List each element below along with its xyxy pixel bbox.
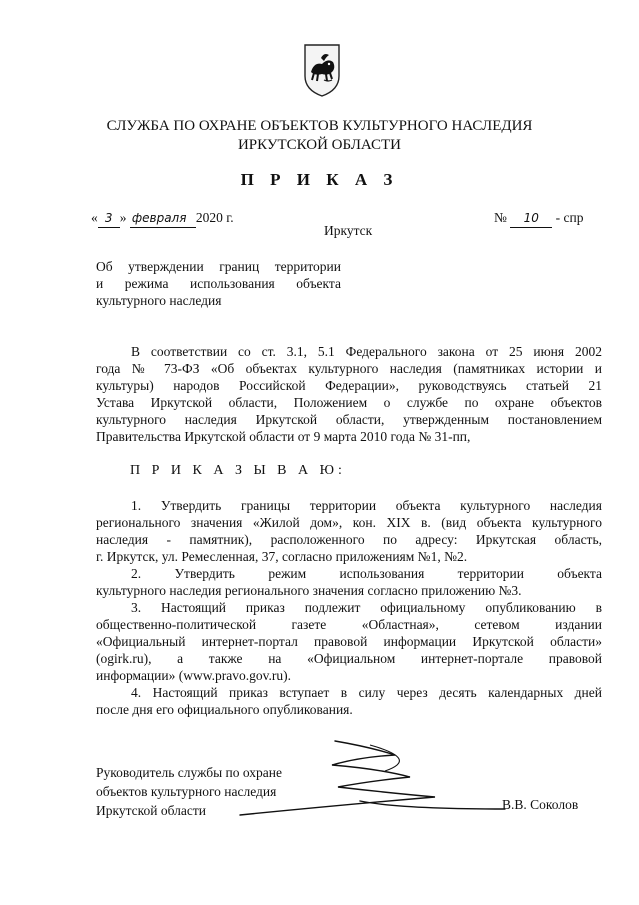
number-suffix: - спр xyxy=(555,210,584,225)
order-item-2 xyxy=(96,565,602,599)
preamble-line: Правительства Иркутской области от 9 марта 2010 года № 31-пп, xyxy=(96,429,471,444)
signatory-name: В.В. Соколов xyxy=(502,797,579,812)
date-year: 2020 г. xyxy=(195,210,234,225)
date-open-quote: « xyxy=(91,210,98,225)
item-line: информации» (www.pravo.gov.ru). xyxy=(96,668,291,683)
item-line: регионального значения «Жилой дом», кон. XIX в. (вид объекта культурного xyxy=(96,515,602,530)
organization-name-line2: ИРКУТСКОЙ ОБЛАСТИ xyxy=(237,137,402,153)
document-title: П Р И К А З xyxy=(240,170,399,189)
preamble-paragraph xyxy=(96,343,602,445)
preamble-line: В соответствии со ст. 3.1, 5.1 Федерального закона от 25 июня 2002 xyxy=(131,344,602,359)
position-line: объектов культурного наследия xyxy=(96,784,277,799)
date-month: февраля xyxy=(130,210,196,228)
organization-name-line1: СЛУЖБА ПО ОХРАНЕ ОБЪЕКТОВ КУЛЬТУРНОГО НАСЛЕДИЯ xyxy=(106,118,533,134)
command-heading: П Р И К А З Ы В А Ю: xyxy=(130,463,346,478)
date-day: 3 xyxy=(98,210,120,228)
date-close-quote: » xyxy=(119,210,127,225)
preamble-line: культурного наследия Иркутской области, утвержденным постановлением xyxy=(96,412,602,427)
item-line: г. Иркутск, ул. Ремесленная, 37, согласно приложениям №1, №2. xyxy=(96,549,468,564)
item-line: 3. Настоящий приказ подлежит официальному опубликованию в xyxy=(131,600,602,615)
item-line: после дня его официального опубликования. xyxy=(96,702,353,717)
item-line: 2. Утвердить режим использования территории объекта xyxy=(131,566,602,581)
subject-line: культурного наследия xyxy=(96,293,222,308)
signatory-position xyxy=(96,763,326,820)
item-line: общественно-политической газете «Областная», сетевом издании xyxy=(96,617,602,632)
document-date xyxy=(91,209,234,228)
number-value: 10 xyxy=(510,210,552,228)
order-items xyxy=(96,497,602,718)
item-line: «Официальный интернет-портал правовой информации Иркутской области» xyxy=(96,634,602,649)
position-line: Руководитель службы по охране xyxy=(96,765,283,780)
item-line: культурного наследия регионального значения согласно приложению №3. xyxy=(96,583,522,598)
preamble-line: Устава Иркутской области, Положением о службе по охране объектов xyxy=(96,395,602,410)
order-item-3 xyxy=(96,599,602,684)
order-item-4 xyxy=(96,684,602,718)
preamble-line: культуры) народов Российской Федерации», руководствуясь статьей 21 xyxy=(96,378,602,393)
preamble-line: года № 73-ФЗ «Об объектах культурного наследия (памятниках истории и xyxy=(96,361,602,376)
subject-line: и режима использования объекта xyxy=(96,276,341,291)
item-line: 4. Настоящий приказ вступает в силу через десять календарных дней xyxy=(131,685,602,700)
item-line: 1. Утвердить границы территории объекта культурного наследия xyxy=(131,498,602,513)
item-line: наследия - памятник), расположенного по адресу: Иркутская область, xyxy=(96,532,602,547)
order-item-1 xyxy=(96,497,602,565)
item-line: (ogirk.ru), а также на «Официальном интернет-портале правовой xyxy=(96,651,602,666)
position-line: Иркутской области xyxy=(96,803,207,818)
number-label: № xyxy=(494,210,507,225)
document-number xyxy=(494,209,583,228)
coat-of-arms-icon xyxy=(302,42,342,98)
document-subject xyxy=(96,258,341,309)
document-city: Иркутск xyxy=(324,223,373,238)
subject-line: Об утверждении границ территории xyxy=(96,259,341,274)
